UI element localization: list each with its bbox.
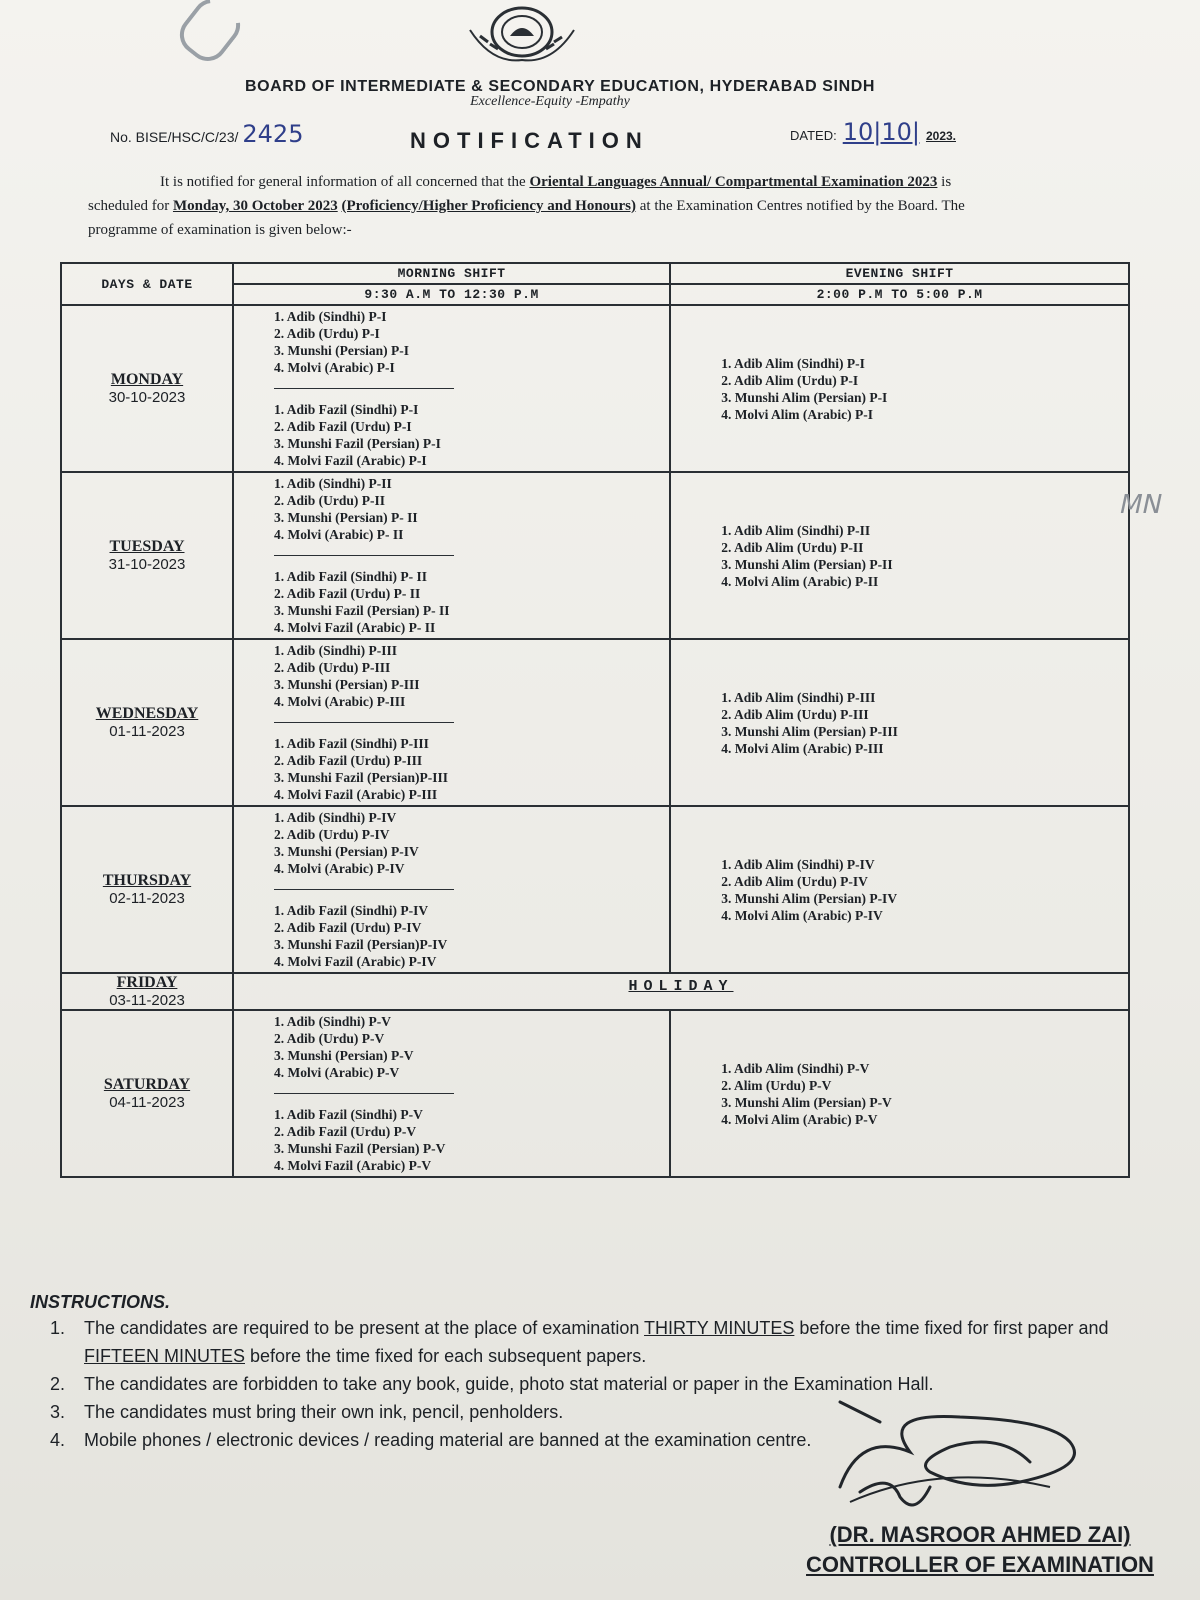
instruction-emphasis: FIFTEEN MINUTES: [84, 1346, 245, 1366]
paper-item: 2. Adib Alim (Urdu) P-II: [721, 539, 864, 555]
day-date-cell: [61, 639, 233, 806]
paper-item: 2. Adib Fazil (Urdu) P-III: [274, 753, 423, 768]
paper-item: 4. Molvi (Arabic) P-III: [274, 694, 406, 709]
paper-item: 3. Munshi Alim (Persian) P-IV: [721, 890, 898, 906]
paper-item: 2. Adib Fazil (Urdu) P-V: [274, 1124, 417, 1139]
day-date: 30-10-2023: [108, 389, 186, 406]
day-date-cell: [61, 472, 233, 639]
schedule-row: [61, 973, 1129, 1010]
paper-item: 3. Munshi (Persian) P-IV: [274, 844, 419, 859]
instruction-text: before the time fixed for each subsequent papers.: [245, 1346, 647, 1366]
paper-item: 4. Molvi Alim (Arabic) P-IV: [721, 907, 883, 923]
paper-item: 1. Adib Alim (Sindhi) P-I: [721, 355, 865, 371]
reference-handwritten: 2425: [242, 120, 304, 148]
instruction-number: 4.: [50, 1430, 66, 1450]
paper-item: 1. Adib Alim (Sindhi) P-III: [721, 689, 876, 705]
paper-item: 3. Munshi Fazil (Persian)P-IV: [274, 937, 448, 952]
paper-item: 1. Adib (Sindhi) P-I: [274, 309, 387, 324]
paper-item: 3. Munshi Fazil (Persian)P-III: [274, 770, 448, 785]
intro-lead: It is notified for general information of all concerned that the: [160, 174, 530, 190]
header-evening-time: 2:00 P.M TO 5:00 P.M: [670, 284, 1129, 305]
signature-scribble: [820, 1392, 1100, 1522]
evening-shift-cell: [670, 806, 1129, 973]
exam-schedule-table: [60, 262, 1130, 1178]
intro-tail: at the Examination Centres notified by the Board. The programme of examination is given below:-: [88, 198, 965, 238]
paper-item: 1. Adib (Sindhi) P-V: [274, 1014, 392, 1029]
day-name: FRIDAY: [116, 974, 178, 991]
paper-item: 3. Munshi Fazil (Persian) P-V: [274, 1141, 446, 1156]
paper-item: 1. Adib (Sindhi) P-II: [274, 476, 392, 491]
paper-list: [671, 687, 1128, 759]
schedule-row: [61, 305, 1129, 472]
intro-exam-name: Oriental Languages Annual/ Compartmental Examination 2023: [529, 174, 938, 190]
paper-item: 1. Adib Alim (Sindhi) P-V: [721, 1060, 870, 1076]
day-date: 01-11-2023: [109, 723, 185, 740]
schedule-row: [61, 1010, 1129, 1177]
paper-item: 2. Adib Fazil (Urdu) P- II: [274, 586, 421, 601]
paper-item: 3. Munshi Fazil (Persian) P- II: [274, 603, 450, 618]
paper-item: 3. Munshi (Persian) P-V: [274, 1048, 414, 1063]
paper-item: 3. Munshi Fazil (Persian) P-I: [274, 436, 441, 451]
morning-shift-cell: [233, 305, 670, 472]
paper-item: 2. Adib (Urdu) P-I: [274, 326, 380, 341]
paper-item: 4. Molvi (Arabic) P- II: [274, 527, 404, 542]
paper-item: 3. Munshi Alim (Persian) P-V: [721, 1094, 892, 1110]
paper-item: 4. Molvi Alim (Arabic) P-I: [721, 406, 874, 422]
notification-title: NOTIFICATION: [410, 128, 649, 153]
paper-item: 1. Adib (Sindhi) P-III: [274, 643, 398, 658]
paper-item: 1. Adib Fazil (Sindhi) P-V: [274, 1107, 423, 1122]
board-logo-icon: [462, 2, 582, 72]
separator-line: [274, 722, 454, 723]
paper-list: [671, 520, 1128, 592]
dated-label: DATED:: [790, 128, 837, 143]
paper-item: 4. Molvi Fazil (Arabic) P-I: [274, 453, 427, 468]
morning-shift-cell: [233, 806, 670, 973]
morning-shift-cell: [233, 472, 670, 639]
paper-item: 2. Adib Alim (Urdu) P-IV: [721, 873, 868, 889]
paper-item: 4. Molvi (Arabic) P-IV: [274, 861, 405, 876]
day-date-cell: [61, 973, 233, 1010]
paper-list: [234, 807, 669, 879]
paper-item: 4. Molvi Fazil (Arabic) P- II: [274, 620, 436, 635]
header-days-date: DAYS & DATE: [61, 263, 233, 305]
day-date-cell: [61, 1010, 233, 1177]
instruction-emphasis: THIRTY MINUTES: [644, 1318, 795, 1338]
instruction-number: 1.: [50, 1318, 66, 1338]
evening-shift-cell: [670, 472, 1129, 639]
paper-item: 2. Adib Alim (Urdu) P-III: [721, 706, 869, 722]
intro-levels: (Proficiency/Higher Proficiency and Honours): [341, 198, 637, 214]
instruction-number: 2.: [50, 1374, 66, 1394]
separator-line: [274, 1093, 454, 1094]
separator-line: [274, 555, 454, 556]
paper-list: [671, 854, 1128, 926]
paper-list: [234, 1011, 669, 1083]
schedule-row: [61, 806, 1129, 973]
header-morning-time: 9:30 A.M TO 12:30 P.M: [233, 284, 670, 305]
intro-exam-date: Monday, 30 October 2023: [172, 198, 338, 214]
signatory-designation: CONTROLLER OF EXAMINATION: [806, 1552, 1154, 1577]
morning-shift-cell: [233, 639, 670, 806]
day-name: TUESDAY: [109, 538, 185, 555]
instructions-heading: INSTRUCTIONS.: [30, 1292, 171, 1312]
instruction-text: The candidates are forbidden to take any book, guide, photo stat material or paper in the Examination Hall.: [84, 1374, 934, 1394]
paper-item: 4. Molvi Fazil (Arabic) P-IV: [274, 954, 437, 969]
paper-list: [234, 640, 669, 712]
paper-list: [234, 566, 669, 638]
paper-item: 1. Adib Fazil (Sindhi) P-III: [274, 736, 429, 751]
paper-list: [234, 306, 669, 378]
evening-shift-cell: [670, 305, 1129, 472]
header-evening-shift: EVENING SHIFT: [670, 263, 1129, 284]
instruction-text: before the time fixed for first paper and: [794, 1318, 1109, 1338]
intro-mid: is scheduled for: [88, 174, 952, 214]
instruction-text: The candidates must bring their own ink, pencil, penholders.: [84, 1402, 564, 1422]
day-date: 31-10-2023: [108, 556, 186, 573]
evening-shift-cell: [670, 1010, 1129, 1177]
paper-item: 4. Molvi Alim (Arabic) P-V: [721, 1111, 878, 1127]
paper-item: 3. Munshi (Persian) P- II: [274, 510, 418, 525]
schedule-row: [61, 639, 1129, 806]
paper-item: 4. Molvi Fazil (Arabic) P-V: [274, 1158, 432, 1173]
paper-item: 1. Adib (Sindhi) P-IV: [274, 810, 397, 825]
reference-prefix: No. BISE/HSC/C/23/: [110, 129, 239, 145]
paper-item: 3. Munshi Alim (Persian) P-III: [721, 723, 898, 739]
morning-shift-cell: [233, 1010, 670, 1177]
day-date: 03-11-2023: [109, 992, 185, 1009]
dated-year: 2023.: [925, 129, 956, 143]
separator-line: [274, 388, 454, 389]
schedule-body: [61, 305, 1129, 1177]
day-name: WEDNESDAY: [95, 705, 199, 722]
dated-handwritten: 10|10|: [842, 118, 920, 146]
schedule-row: [61, 472, 1129, 639]
day-date: 04-11-2023: [109, 1094, 185, 1111]
board-motto: Excellence-Equity -Empathy: [470, 94, 630, 109]
evening-shift-cell: [670, 639, 1129, 806]
paper-item: 1. Adib Alim (Sindhi) P-II: [721, 522, 871, 538]
paper-item: 1. Adib Fazil (Sindhi) P-I: [274, 402, 419, 417]
board-title: BOARD OF INTERMEDIATE & SECONDARY EDUCATION, HYDERABAD SINDH: [244, 78, 876, 95]
day-name: THURSDAY: [102, 872, 192, 889]
paper-item: 2. Alim (Urdu) P-V: [721, 1077, 832, 1093]
instruction-number: 3.: [50, 1402, 66, 1422]
paper-item: 3. Munshi Alim (Persian) P-II: [721, 556, 893, 572]
day-date: 02-11-2023: [109, 890, 185, 907]
paper-item: 2. Adib (Urdu) P-II: [274, 493, 386, 508]
header-morning-shift: MORNING SHIFT: [233, 263, 670, 284]
paper-list: [671, 353, 1128, 425]
intro-paragraph: [88, 170, 1008, 242]
signatory-block: [780, 1520, 1180, 1580]
day-date-cell: [61, 305, 233, 472]
paper-list: [234, 399, 669, 471]
paper-list: [234, 733, 669, 805]
paper-item: 3. Munshi Alim (Persian) P-I: [721, 389, 888, 405]
paper-item: 1. Adib Alim (Sindhi) P-IV: [721, 856, 875, 872]
day-name: SATURDAY: [103, 1076, 191, 1093]
instruction-text: Mobile phones / electronic devices / reading material are banned at the examination centre.: [84, 1430, 812, 1450]
paper-item: 2. Adib (Urdu) P-IV: [274, 827, 390, 842]
dated-line: [790, 118, 956, 146]
holiday-cell: HOLIDAY: [233, 973, 1129, 1010]
paper-clip: [172, 0, 248, 69]
paper-item: 2. Adib Fazil (Urdu) P-I: [274, 419, 412, 434]
separator-line: [274, 889, 454, 890]
paper-item: 2. Adib (Urdu) P-III: [274, 660, 391, 675]
paper-item: 4. Molvi (Arabic) P-V: [274, 1065, 400, 1080]
paper-item: 4. Molvi Alim (Arabic) P-II: [721, 573, 879, 589]
instruction-item: [50, 1314, 1160, 1370]
paper-item: 2. Adib Fazil (Urdu) P-IV: [274, 920, 422, 935]
margin-handwritten-note: MN: [1116, 490, 1166, 520]
paper-list: [234, 900, 669, 972]
paper-list: [671, 1058, 1128, 1130]
paper-item: 4. Molvi Fazil (Arabic) P-III: [274, 787, 438, 802]
reference-number: [110, 120, 303, 148]
paper-item: 2. Adib (Urdu) P-V: [274, 1031, 385, 1046]
paper-list: [234, 1104, 669, 1176]
signatory-name: (DR. MASROOR AHMED ZAI): [829, 1522, 1131, 1547]
paper-item: 4. Molvi Alim (Arabic) P-III: [721, 740, 884, 756]
paper-item: 4. Molvi (Arabic) P-I: [274, 360, 395, 375]
paper-item: 2. Adib Alim (Urdu) P-I: [721, 372, 859, 388]
instruction-text: The candidates are required to be present at the place of examination: [84, 1318, 645, 1338]
paper-item: 1. Adib Fazil (Sindhi) P- II: [274, 569, 428, 584]
day-date-cell: [61, 806, 233, 973]
day-name: MONDAY: [110, 371, 184, 388]
paper-item: 1. Adib Fazil (Sindhi) P-IV: [274, 903, 429, 918]
paper-list: [234, 473, 669, 545]
paper-item: 3. Munshi (Persian) P-I: [274, 343, 409, 358]
paper-item: 3. Munshi (Persian) P-III: [274, 677, 420, 692]
